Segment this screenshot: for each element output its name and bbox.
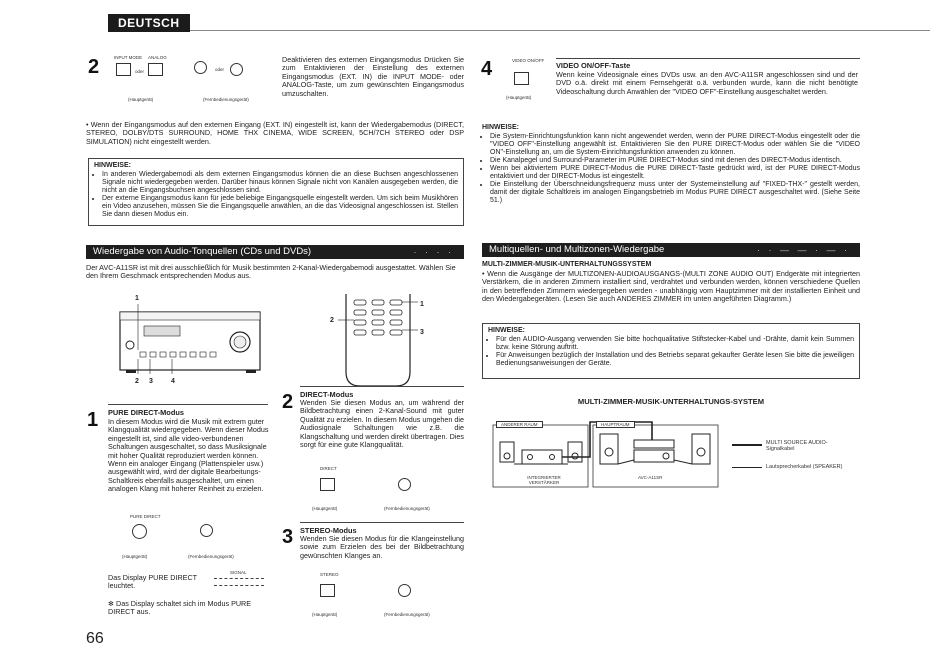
- multi-room-diagram: [492, 420, 722, 492]
- receiver-illustration: [110, 300, 270, 390]
- page-number: 66: [86, 630, 104, 647]
- remote-callout-3: 3: [420, 329, 424, 336]
- remote-unit-label: (Fernbedienungsgerät): [188, 554, 234, 559]
- callout-1: 1: [135, 295, 139, 302]
- asterisk-icon: ✻: [108, 599, 117, 608]
- stereo-button-icon: [320, 584, 335, 597]
- legend-speaker-label: Lautsprecherkabel (SPEAKER): [766, 464, 843, 470]
- hinweise-title: HINWEISE:: [94, 162, 131, 169]
- multi-subheading: MULTI-ZIMMER-MUSIK-UNTERHALTUNGSSYSTEM: [482, 261, 652, 268]
- input-mode-label: INPUT MODE: [114, 55, 143, 60]
- video-onoff-button-icon: [514, 72, 529, 85]
- hinweise-item: • Die Kanalpegel und Surround-Parameter im PURE DIRECT-Modus sind mit denen des DIRECT-Modus identisch.: [490, 157, 860, 165]
- callout-2: 2: [135, 378, 139, 385]
- remote-button-icon: [398, 478, 411, 491]
- display-indicator: [208, 570, 270, 590]
- pure-direct-label: PURE DIRECT: [130, 514, 161, 519]
- step1-icons: [108, 514, 268, 564]
- hinweise-right: [482, 124, 860, 205]
- remote-button-icon-2: [230, 63, 243, 76]
- display-segments-icon: [214, 578, 264, 586]
- diagram-title: MULTI-ZIMMER-MUSIK-UNTERHALTUNGS-SYSTEM: [577, 397, 765, 406]
- section-title: Multiquellen- und Multizonen-Wiedergabe: [489, 244, 665, 255]
- step1-rule: [108, 404, 268, 405]
- input-mode-button-icon: [116, 63, 131, 76]
- direct-button-icon: [320, 478, 335, 491]
- room-other-label: ANDERER RAUM: [496, 421, 543, 428]
- header-rule: [190, 30, 930, 31]
- step2-rule: [300, 386, 464, 387]
- pure-direct-knob-icon: [132, 524, 147, 539]
- section-title: Wiedergabe von Audio-Tonquellen (CDs und DVDs): [93, 246, 312, 257]
- signal-label: SIGNAL: [230, 570, 247, 575]
- display-note: [108, 600, 270, 617]
- step2-icons: [108, 55, 268, 105]
- legend-cable-label: MULTI SOURCE AUDIO-Signalkabel: [766, 440, 828, 452]
- stereo-label: STEREO: [320, 572, 339, 577]
- ext-input-note: • Wenn der Eingangsmodus auf den externen Eingang (EXT. IN) eingestellt ist, kann der Wiedergabemodus (DIRECT, STEREO, DOLBY/DTS SURROUND, HOME THX CINEMA, WIDE SCREEN, 5CH/7CH STEREO oder DSP SIMULATION) nicht eingestellt werden.: [86, 120, 464, 146]
- remote-button-icon: [398, 584, 411, 597]
- remote-unit-label: (Fernbedienungsgerät): [203, 97, 249, 102]
- section-bar-audio: [86, 245, 464, 259]
- step3-icons: [300, 572, 464, 620]
- display-note-text: Das Display schaltet sich im Modus PURE DIRECT aus.: [108, 599, 252, 617]
- step3-title: STEREO-Modus: [300, 526, 357, 535]
- remote-unit-label: (Fernbedienungsgerät): [384, 612, 430, 617]
- hinweise-item: • Wenn bei aktiviertem PURE DIRECT-Modus die PURE DIRECT-Taste gedrückt wird, ist der PURE DIRECT-Modus entaktiviert und der DIRECT-Modus ist eingestellt.: [490, 165, 860, 181]
- step-number: 3: [282, 526, 294, 548]
- legend-cable-line: [732, 444, 762, 446]
- step4-rule: [556, 58, 860, 59]
- display-text: Das Display PURE DIRECT leuchtet.: [108, 573, 197, 591]
- hinweise-item: • Die System-Einrichtungsfunktion kann nicht angewendet werden, wenn der PURE DIRECT-Modus eingestellt oder die "VIDEO OFF"-Einstellung angewählt ist. Entaktivieren Sie den PURE DIRECT-Modus oder wählen Sie die "VIDEO ON"-Einstellung an, um die System-Einrichtungsfunktion anwenden zu können.: [490, 133, 860, 157]
- bar-dots: · · — — · — ·: [757, 245, 850, 255]
- video-onoff-icon-group: [506, 58, 550, 104]
- main-unit-label: (Hauptgerät): [312, 612, 338, 617]
- hinweise-item: • Für Anweisungen bezüglich der Installation und des Betriebs separat gekaufter Geräte lesen Sie bitte die jeweiligen Bedienungsanweisungen der Geräte.: [496, 352, 854, 368]
- room-main-label: HAUPTRAUM: [596, 421, 635, 428]
- video-onoff-label: VIDEO ON/OFF: [512, 58, 545, 63]
- section-bar-multi: [482, 243, 860, 257]
- remote-illustration: [328, 292, 424, 388]
- analog-button-icon: [148, 63, 163, 76]
- hinweise-box-right: [482, 323, 860, 379]
- remote-button-icon: [194, 61, 207, 74]
- hinweise-item: • Die Einstellung der Überschneidungsfrequenz muss unter der Systemeinstellung auf "FIXED-THX-" gestellt werden, damit der digitale Schaltkreis im analogen Eingangsbetrieb im Modus PURE DIRECT ausgeschaltet wird. (Siehe Seite 51.): [490, 181, 860, 205]
- remote-unit-label: (Fernbedienungsgerät): [384, 506, 430, 511]
- step2-title: DIRECT-Modus: [300, 390, 354, 399]
- remote-button-icon: [200, 524, 213, 537]
- step-number: 1: [87, 409, 99, 431]
- remote-callout-2: 2: [330, 317, 334, 324]
- step2-description: Deaktivieren des externen Eingangsmodus Drücken Sie zum Entaktivieren der Einstellung des externen Eingangsmodus (EXT. IN) die INPUT MODE- oder ANALOG-Taste, um zum gewünschten Eingangsmodus umzuschalten.: [282, 55, 464, 98]
- device-label: AVC-A11SR: [638, 475, 663, 480]
- step4-description: Wenn keine Videosignale eines DVDs usw. an den AVC-A11SR angeschlossen sind und der DVD o.ä. direkt mit einem Fernsehgerät o.ä. verbunden wurde, kann die nicht benötigte Videoschaltung durch Anwählen der "VIDEO OFF"-Einstellung ausgeschaltet werden.: [556, 70, 858, 96]
- bar-dots: · · · ·: [413, 247, 454, 257]
- direct-label: DIRECT: [320, 466, 337, 471]
- audio-intro: Der AVC-A11SR ist mit drei ausschließlich für Musik bestimmten 2-Kanal-Wiedergabemodi ausgestattet. Wählen Sie den Ihrem Geschmack entsprechenden Modus aus.: [86, 263, 456, 281]
- step1-description: In diesem Modus wird die Musik mit extrem guter Klangqualität wiedergegeben. Wenn dieser Modus eingestellt ist, sind alle video-verbundenen Schaltungen ausgeschaltet, so dass Musiksignale mit hoher Qualität reproduziert werden können. Wenn ein analoger Eingang (Plattenspieler usw.) ausgewählt wird, wird der digitale Bearbeitungs-Schaltkreis ebenfalls ausgeschaltet, um einen analogen Klang mit hoherer Reinheit zu erzielen.: [108, 417, 269, 494]
- step2-direct-description: Wenden Sie diesen Modus an, um während der Bildbetrachtung einen 2-Kanal-Sound mit guter Qualität zu erzielen. In diesem Modus umgehen die Audiosignale Schaltungen wie z.B. die Klangschaltung und werden direkt übertragen. Dies sorgt für eine gute Klangqualität.: [300, 398, 464, 450]
- hinweise-title: HINWEISE:: [488, 327, 525, 334]
- main-unit-label: (Hauptgerät): [122, 554, 148, 559]
- step4-title: VIDEO ON/OFF-Taste: [556, 61, 631, 70]
- step3-rule: [300, 522, 464, 523]
- or-label-2: oder: [215, 67, 225, 72]
- callout-3: 3: [149, 378, 153, 385]
- step-number: 2: [88, 56, 100, 78]
- hinweise-item: • Der externe Eingangsmodus kann für jede beliebige Eingangsquelle eingestellt werden. Um sich beim Musikhören ein Video anzusehen, müssen Sie die Eingangsquelle anwählen, an die das Videosignal angeschlossen ist. Stellen Sie dann diesen Modus ein.: [102, 195, 458, 219]
- multi-description: • Wenn die Ausgänge der MULTIZONEN-AUDIOAUSGANGS-(MULTI ZONE AUDIO OUT) Endgeräte mit integrierten Verstärkern, die in anderen Zimmern installiert sind, verdrahtet und verbunden werden, können verschiedene Quellen in den betreffenden Zimmern wiedergegeben werden - unabhängig vom Hauptzimmer mit der installierten Einheit und den Wiedergabegeräten. (Lesen Sie auch ANDERES ZIMMER im unten angeführten Diagramm.): [482, 269, 860, 304]
- or-label: oder: [135, 69, 145, 74]
- main-unit-label: (Hauptgerät): [312, 506, 338, 511]
- analog-label: ANALOG: [148, 55, 167, 60]
- step-number: 2: [282, 391, 294, 413]
- step2-direct-icons: [300, 466, 464, 514]
- hinweise-item: • In anderen Wiedergabemodi als dem externen Eingangsmodus können die an diese Buchsen angeschlossenen Signale nicht wiedergegeben werden. Darüber hinaus können Signale nicht von Kanälen ausgegeben werden, die nicht an die Eingangsbuchsen angeschlossen sind.: [102, 171, 458, 195]
- language-tab: DEUTSCH: [108, 14, 190, 32]
- hinweise-title: HINWEISE:: [482, 124, 519, 131]
- main-unit-label: (Hauptgerät): [506, 95, 532, 100]
- callout-4: 4: [171, 378, 175, 385]
- amp-label: INTEGRIERTER VERSTÄRKER: [527, 475, 561, 485]
- hinweise-item: • Für den AUDIO-Ausgang verwenden Sie bitte hochqualitative Stiftstecker-Kabel und -Drähte, damit kein Summen bzw. keine Störung auftritt.: [496, 336, 854, 352]
- step1-title: PURE DIRECT-Modus: [108, 408, 184, 417]
- main-unit-label: (Hauptgerät): [128, 97, 154, 102]
- remote-callout-1: 1: [420, 301, 424, 308]
- step-number: 4: [481, 58, 493, 80]
- step3-description: Wenden Sie diesen Modus für die Klangeinstellung sowie zum Erzielen des bei der Bildbetrachtung gewünschten Klanges an.: [300, 534, 464, 560]
- legend-speaker-line: [732, 467, 762, 468]
- hinweise-box-left: [88, 158, 464, 226]
